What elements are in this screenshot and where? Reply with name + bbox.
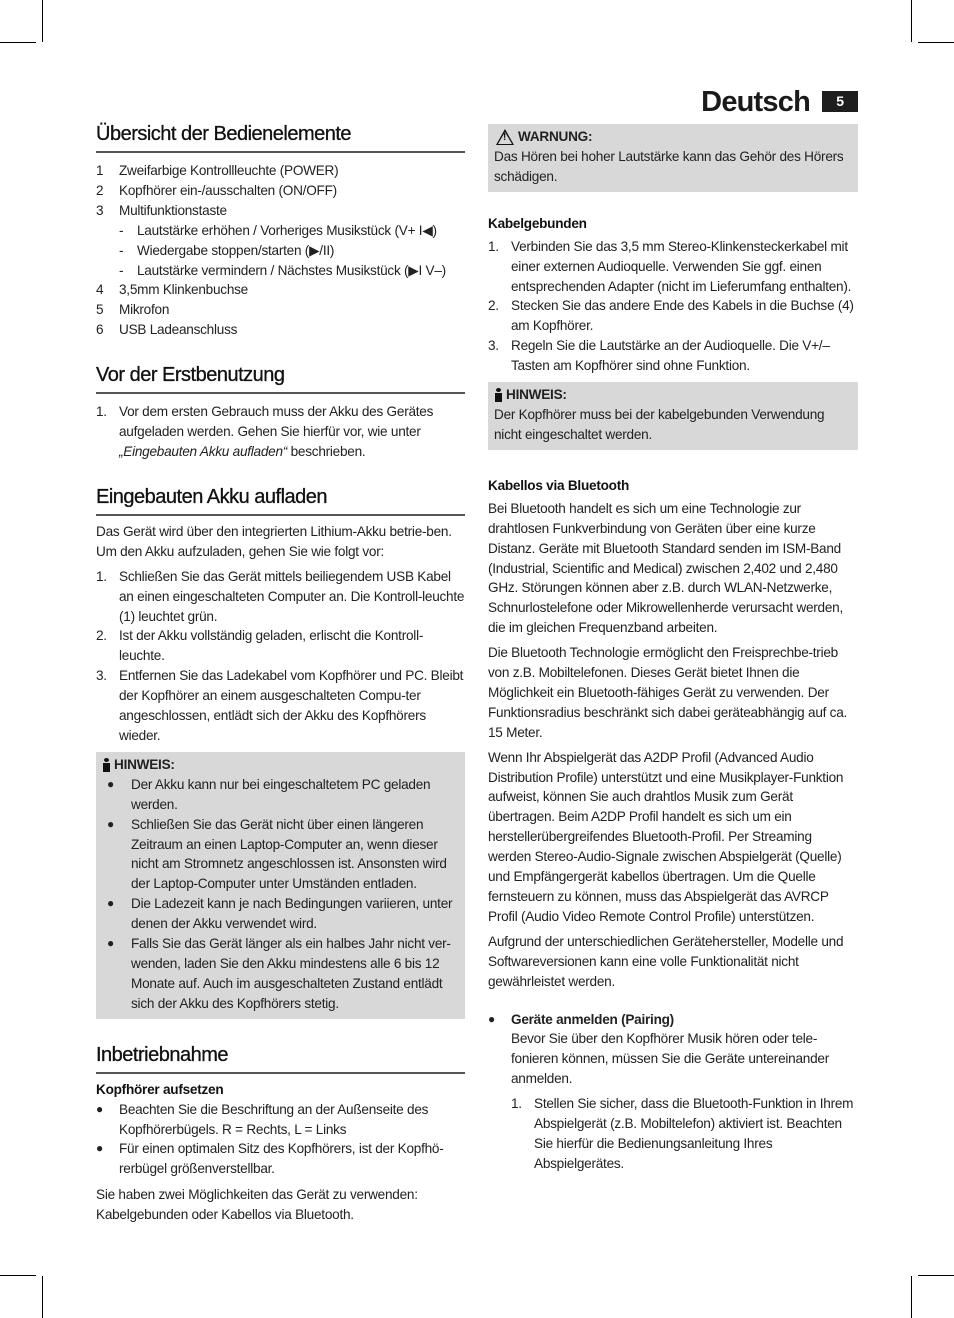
- pairing-list: [488, 1010, 858, 1174]
- list-item: [511, 1094, 858, 1174]
- item-text: Regeln Sie die Lautstärke an der Audioquelle. Die V+/– Tasten am Kopfhörer sind ohne Funktion.: [511, 338, 830, 374]
- item-number: 3.: [488, 338, 499, 354]
- paragraph: Aufgrund der unterschiedlichen Gerätehersteller, Modelle und Softwareversionen kann eine volle Funktionalität nicht gewährleistet werden.: [488, 933, 844, 989]
- list-item: ● Schließen Sie das Gerät nicht über einen längeren Zeitraum an einen Laptop-Computer an, wenn dieser nicht am Stromnetz angeschlossen ist. Ansonsten wird der Laptop-Computer unter Umständen entladen.: [107, 816, 447, 892]
- section-title: Eingebauten Akku aufladen: [96, 483, 465, 516]
- list-item: [488, 237, 858, 297]
- list-item: [96, 626, 465, 666]
- item-text: Stecken Sie das andere Ende des Kabels in die Buchse (4) am Kopfhörer.: [511, 298, 854, 334]
- section-operation: [96, 1041, 465, 1225]
- item-number: 3: [96, 202, 104, 218]
- item-text: beschrieben.: [287, 443, 366, 459]
- pairing-title: Geräte anmelden (Pairing): [511, 1011, 674, 1027]
- crop-mark: [911, 1276, 912, 1318]
- paragraph: Sie haben zwei Möglichkeiten das Gerät zu verwenden: Kabelgebunden oder Kabellos via Bluetooth.: [96, 1187, 418, 1223]
- crop-mark: [0, 1275, 36, 1276]
- item-number: 1.: [488, 238, 499, 254]
- info-icon: [494, 388, 503, 402]
- list-item: [488, 336, 858, 376]
- item-text: Die Ladezeit kann je nach Bedingungen variieren, unter denen der Akku verwendet wird.: [131, 896, 453, 932]
- steps-list: [96, 567, 465, 746]
- list-item: [96, 300, 465, 320]
- section-title: Übersicht der Bedienelemente: [96, 120, 465, 153]
- item-text: Vor dem ersten Gebrauch muss der Akku des Gerätes aufgeladen werden. Gehen Sie hierfür vor, wie unter: [119, 404, 434, 440]
- paragraph: Bei Bluetooth handelt es sich um eine Technologie zur drahtlosen Funkverbindung von Geräten über eine kurze Distanz. Geräte mit Bluetooth Standard senden im ISM-Band (Industrial, Scientific and Medical) zwischen 2,402 und 2,480 GHz. Störungen können aber z.B. durch WLAN-Netzwerke, Schnurlostelefone oder Mikrowellenherde verursacht werden, die im gleichen Frequenzband arbeiten.: [488, 500, 843, 636]
- subsection-title: Kabelgebunden: [488, 215, 587, 231]
- item-text: Ist der Akku vollständig geladen, erlischt die Kontroll-leuchte.: [119, 628, 424, 664]
- info-icon: [102, 758, 111, 772]
- controls-list: [96, 161, 465, 340]
- item-number: 1.: [96, 568, 107, 584]
- list-item: ● Falls Sie das Gerät länger als ein halbes Jahr nicht ver-wenden, laden Sie den Akku mindestens alle 6 bis 12 Monate auf. Auch im ausgeschalteten Zustand entlädt sich der Akku des Kopfhörers stetig.: [107, 936, 451, 1011]
- list-item: ● Beachten Sie die Beschriftung an der Außenseite des Kopfhörerbügels. R = Rechts, L = Links: [96, 1101, 429, 1137]
- item-text: Stellen Sie sicher, dass die Bluetooth-Funktion in Ihrem Abspielgerät (z.B. Mobiltelefon) aktiviert ist. Beachten Sie hierfür die Bedienungsanleitung Ihres Abspielgerätes.: [534, 1096, 854, 1171]
- note-title: HINWEIS:: [114, 756, 175, 772]
- crop-mark: [0, 42, 36, 43]
- list-item: [96, 201, 465, 281]
- item-text: Entfernen Sie das Ladekabel vom Kopfhörer und PC. Bleibt der Kopfhörer an einem ausgeschalteten Compu-ter angeschlossen, entlädt sich der Akku des Kopfhörers wieder.: [119, 668, 464, 743]
- list-item: [488, 296, 858, 336]
- item-number: 4: [96, 282, 104, 298]
- steps-list: [488, 237, 858, 376]
- paragraph: Die Bluetooth Technologie ermöglicht den Freisprechbe-trieb von z.B. Mobiltelefonen. Dieses Gerät bietet Ihnen die Möglichkeit ein Bluetooth-fähiges Gerät zu verwenden. Der Funktionsradius beschränkt sich dabei geräteabhängig auf ca. 15 Meter.: [488, 645, 848, 740]
- left-column: [96, 120, 465, 1225]
- warning-title: WARNUNG:: [518, 129, 593, 145]
- item-text: 3,5mm Klinkenbuchse: [119, 282, 248, 298]
- item-text: Lautstärke erhöhen / Vorheriges Musikstück (V+ I◀): [137, 222, 437, 238]
- list-item: ● Der Akku kann nur bei eingeschaltetem PC geladen werden.: [107, 776, 431, 812]
- list-item: [96, 280, 465, 300]
- item-text: Schließen Sie das Gerät nicht über einen längeren Zeitraum an einen Laptop-Computer an, wenn dieser nicht am Stromnetz angeschlossen ist. Ansonsten wird der Laptop-Computer unter Umständen entladen.: [131, 816, 447, 892]
- item-text: Für einen optimalen Sitz des Kopfhörers, ist der Kopfhö-rerbügel größenverstellbar.: [119, 1141, 444, 1177]
- item-text: Kopfhörer ein-/ausschalten (ON/OFF): [119, 182, 337, 198]
- item-number: 1: [96, 163, 104, 178]
- crop-mark: [42, 1276, 43, 1318]
- warning-box: [488, 124, 858, 192]
- note-box: [488, 382, 858, 450]
- item-text: Verbinden Sie das 3,5 mm Stereo-Klinkensteckerkabel mit einer externen Audioquelle. Verwenden Sie ggf. einen entsprechenden Adapter (nicht im Lieferumfang enthalten).: [511, 238, 852, 294]
- list-item: ● Geräte anmelden (Pairing) Bevor Sie über den Kopfhörer Musik hören oder tele-fonieren können, müssen Sie die Geräte untereinander anmelden. 1. Stellen Sie sicher, dass die Bluetooth-Funktion in Ihrem Abspielgerät (z.B. Mobiltelefon) aktiviert ist. Beachten Sie hierfür die Bedienungsanleitung Ihres Abspielgerätes.: [488, 1010, 858, 1174]
- item-number: 2: [96, 182, 104, 198]
- item-text: Lautstärke vermindern / Nächstes Musikstück (▶I V–): [137, 262, 446, 278]
- section-before-first-use: [96, 361, 465, 462]
- item-text: Der Akku kann nur bei eingeschaltetem PC geladen werden.: [131, 776, 431, 812]
- item-text: Wiedergabe stoppen/starten (▶/II): [137, 242, 335, 258]
- crop-mark: [42, 0, 43, 42]
- steps-list: [96, 402, 465, 462]
- section-overview: [96, 120, 465, 340]
- item-text: Falls Sie das Gerät länger als ein halbes Jahr nicht ver-wenden, laden Sie den Akku mindestens alle 6 bis 12 Monate auf. Auch im ausgeschalteten Zustand entlädt sich der Akku des Kopfhörers stetig.: [131, 936, 451, 1011]
- right-column: [488, 124, 858, 1174]
- list-item: ● Für einen optimalen Sitz des Kopfhörers, ist der Kopfhö-rerbügel größenverstellbar.: [96, 1141, 444, 1177]
- note-box: [96, 752, 465, 1019]
- list-item: [96, 402, 465, 462]
- item-text: Beachten Sie die Beschriftung an der Außenseite des Kopfhörerbügels. R = Rechts, L = Links: [119, 1101, 429, 1137]
- item-text: Multifunktionstaste: [119, 202, 227, 218]
- item-text: Zweifarbige Kontrollleuchte (POWER): [119, 163, 339, 178]
- subsection-title: Kopfhörer aufsetzen: [96, 1081, 224, 1097]
- subsection-title: Kabellos via Bluetooth: [488, 477, 630, 493]
- item-text: USB Ladeanschluss: [119, 322, 238, 338]
- section-title: Vor der Erstbenutzung: [96, 361, 465, 394]
- warning-text: Das Hören bei hoher Lautstärke kann das Gehör des Hörers schädigen.: [494, 149, 844, 184]
- item-text: Mikrofon: [119, 302, 170, 318]
- section-charging: [96, 483, 465, 1019]
- list-item: [96, 567, 465, 627]
- note-text: Der Kopfhörer muss bei der kabelgebunden Verwendung nicht eingeschaltet werden.: [494, 407, 825, 442]
- item-text: Bevor Sie über den Kopfhörer Musik hören oder tele-fonieren können, müssen Sie die Geräte untereinander anmelden.: [511, 1031, 829, 1087]
- item-number: 2.: [96, 628, 107, 644]
- crop-mark: [918, 42, 954, 43]
- item-number: 6: [96, 322, 104, 338]
- list-item: [96, 666, 465, 746]
- warning-icon: [496, 129, 514, 145]
- note-list: [102, 775, 459, 1014]
- sublist-item: - Lautstärke erhöhen / Vorheriges Musikstück (V+ I◀): [119, 222, 437, 238]
- language-title: Deutsch: [701, 86, 810, 118]
- list-item: [96, 320, 465, 340]
- list-item: [96, 161, 465, 181]
- multifunction-sublist: [119, 221, 465, 281]
- pairing-steps: [511, 1094, 858, 1174]
- section-wired: [488, 214, 858, 450]
- item-number: 2.: [488, 298, 499, 314]
- note-title: HINWEIS:: [506, 387, 567, 403]
- item-text: Schließen Sie das Gerät mittels beiliegendem USB Kabel an einen eingeschalteten Computer an. Die Kontroll-leuchte (1) leuchtet grün.: [119, 568, 465, 624]
- paragraph: Das Gerät wird über den integrierten Lithium-Akku betrie-ben. Um den Akku aufzuladen, gehen Sie wie folgt vor:: [96, 523, 452, 559]
- item-number: 1.: [511, 1096, 522, 1112]
- list-item: ● Die Ladezeit kann je nach Bedingungen variieren, unter denen der Akku verwendet wird.: [107, 896, 453, 932]
- cross-reference: „Eingebauten Akku aufladen“: [119, 443, 288, 459]
- paragraph: Wenn Ihr Abspielgerät das A2DP Profil (Advanced Audio Distribution Profile) unterstützt und eine Musikplayer-Funktion aufweist, können Sie auch drahtlos Musik zum Gerät übertragen. Beim A2DP Profil handelt es sich um ein herstellerübergreifendes Bluetooth-Profil. Per Streaming werden Stereo-Audio-Signale zwischen Abspielgerät (Quelle) und Empfängergerät kabellos übertragen. Um die Quelle fernsteuern zu können, muss das Abspielgerät das AVRCP Profil (Audio Video Remote Control Profile) unterstützen.: [488, 749, 844, 924]
- crop-mark: [911, 0, 912, 42]
- item-number: 5: [96, 302, 104, 318]
- fitting-list: [96, 1100, 465, 1180]
- section-bluetooth: [488, 476, 858, 1174]
- note-header: [102, 755, 459, 775]
- crop-mark: [918, 1275, 954, 1276]
- item-number: 1.: [96, 404, 107, 420]
- item-number: 3.: [96, 668, 107, 684]
- page-number: 5: [822, 91, 858, 112]
- note-header: [494, 385, 852, 405]
- warning-header: [494, 127, 852, 147]
- sublist-item: - Lautstärke vermindern / Nächstes Musikstück (▶I V–): [119, 262, 446, 278]
- sublist-item: - Wiedergabe stoppen/starten (▶/II): [119, 242, 335, 258]
- section-title: Inbetriebnahme: [96, 1041, 465, 1074]
- list-item: [96, 181, 465, 201]
